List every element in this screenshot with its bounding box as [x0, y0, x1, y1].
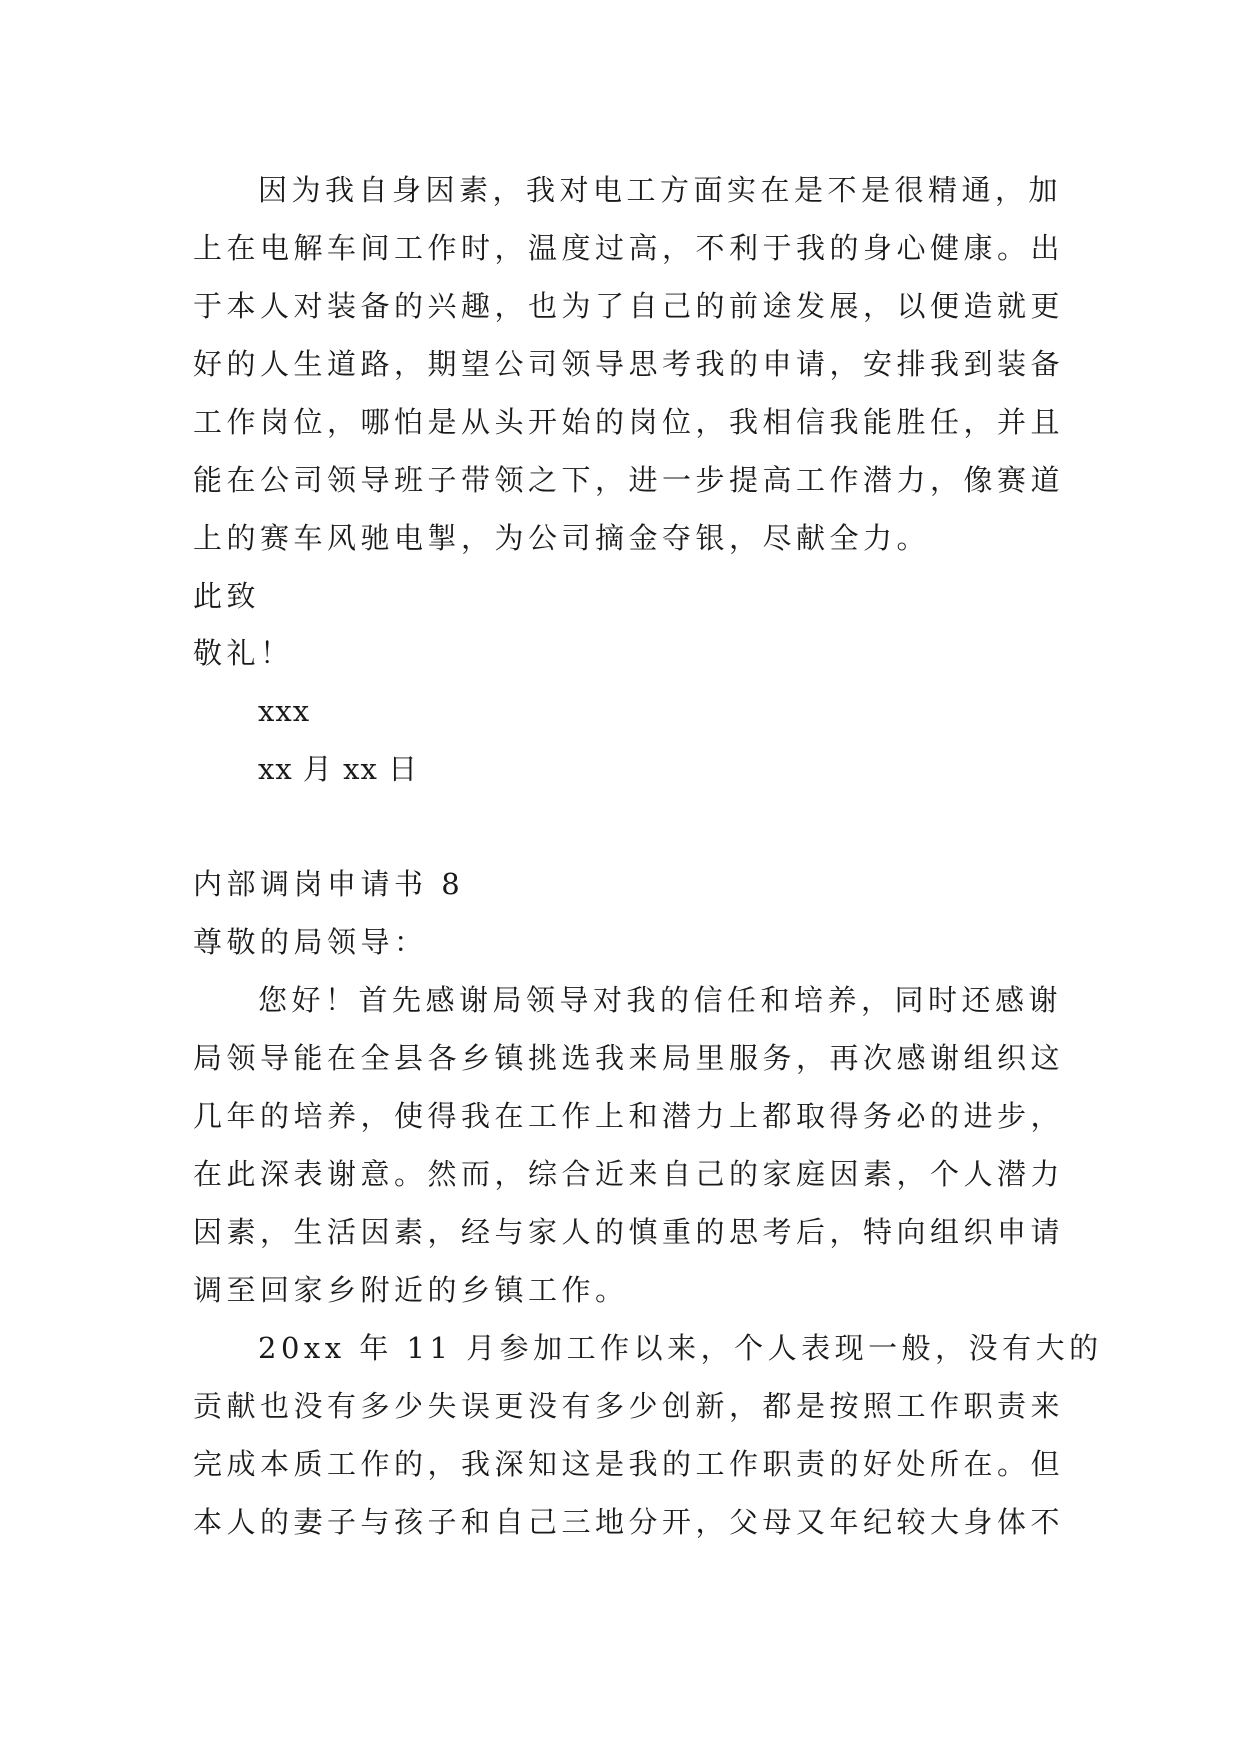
paragraph-line: 上在电解车间工作时，温度过高，不利于我的身心健康。出 [193, 231, 1065, 265]
paragraph-line: 工作岗位，哪怕是从头开始的岗位，我相信我能胜任，并且 [193, 405, 1065, 439]
paragraph-line: 能在公司领导班子带领之下，进一步提高工作潜力，像赛道 [193, 463, 1065, 497]
paragraph-line: 几年的培养，使得我在工作上和潜力上都取得务必的进步， [193, 1099, 1065, 1133]
signature-date: xx 月 xx 日 [258, 752, 419, 786]
paragraph-line: 在此深表谢意。然而，综合近来自己的家庭因素，个人潜力 [193, 1157, 1065, 1191]
paragraph-line: 本人的妻子与孩子和自己三地分开，父母又年纪较大身体不 [193, 1505, 1065, 1539]
paragraph-line: 20xx 年 11 月参加工作以来，个人表现一般，没有大的 [258, 1331, 1103, 1365]
paragraph-line: 因素，生活因素，经与家人的慎重的思考后，特向组织申请 [193, 1215, 1065, 1249]
paragraph-line: 完成本质工作的，我深知这是我的工作职责的好处所在。但 [193, 1447, 1065, 1481]
paragraph-line: 您好！首先感谢局领导对我的信任和培养，同时还感谢 [258, 983, 1063, 1017]
closing-salute: 此致 [193, 579, 261, 613]
paragraph-line: 好的人生道路，期望公司领导思考我的申请，安排我到装备 [193, 347, 1065, 381]
paragraph-line: 调至回家乡附近的乡镇工作。 [193, 1273, 629, 1307]
paragraph-line: 于本人对装备的兴趣，也为了自己的前途发展，以便造就更 [193, 289, 1065, 323]
paragraph-line: 贡献也没有多少失误更没有多少创新，都是按照工作职责来 [193, 1389, 1065, 1423]
paragraph-line: 上的赛车风驰电掣，为公司摘金夺银，尽献全力。 [193, 521, 931, 555]
salutation: 尊敬的局领导： [193, 925, 428, 959]
signature-name: xxx [258, 694, 311, 728]
paragraph-line: 因为我自身因素，我对电工方面实在是不是很精通，加 [258, 173, 1063, 207]
section-title: 内部调岗申请书 8 [193, 867, 465, 901]
closing-regards: 敬礼！ [193, 636, 294, 670]
paragraph-line: 局领导能在全县各乡镇挑选我来局里服务，再次感谢组织这 [193, 1041, 1065, 1075]
